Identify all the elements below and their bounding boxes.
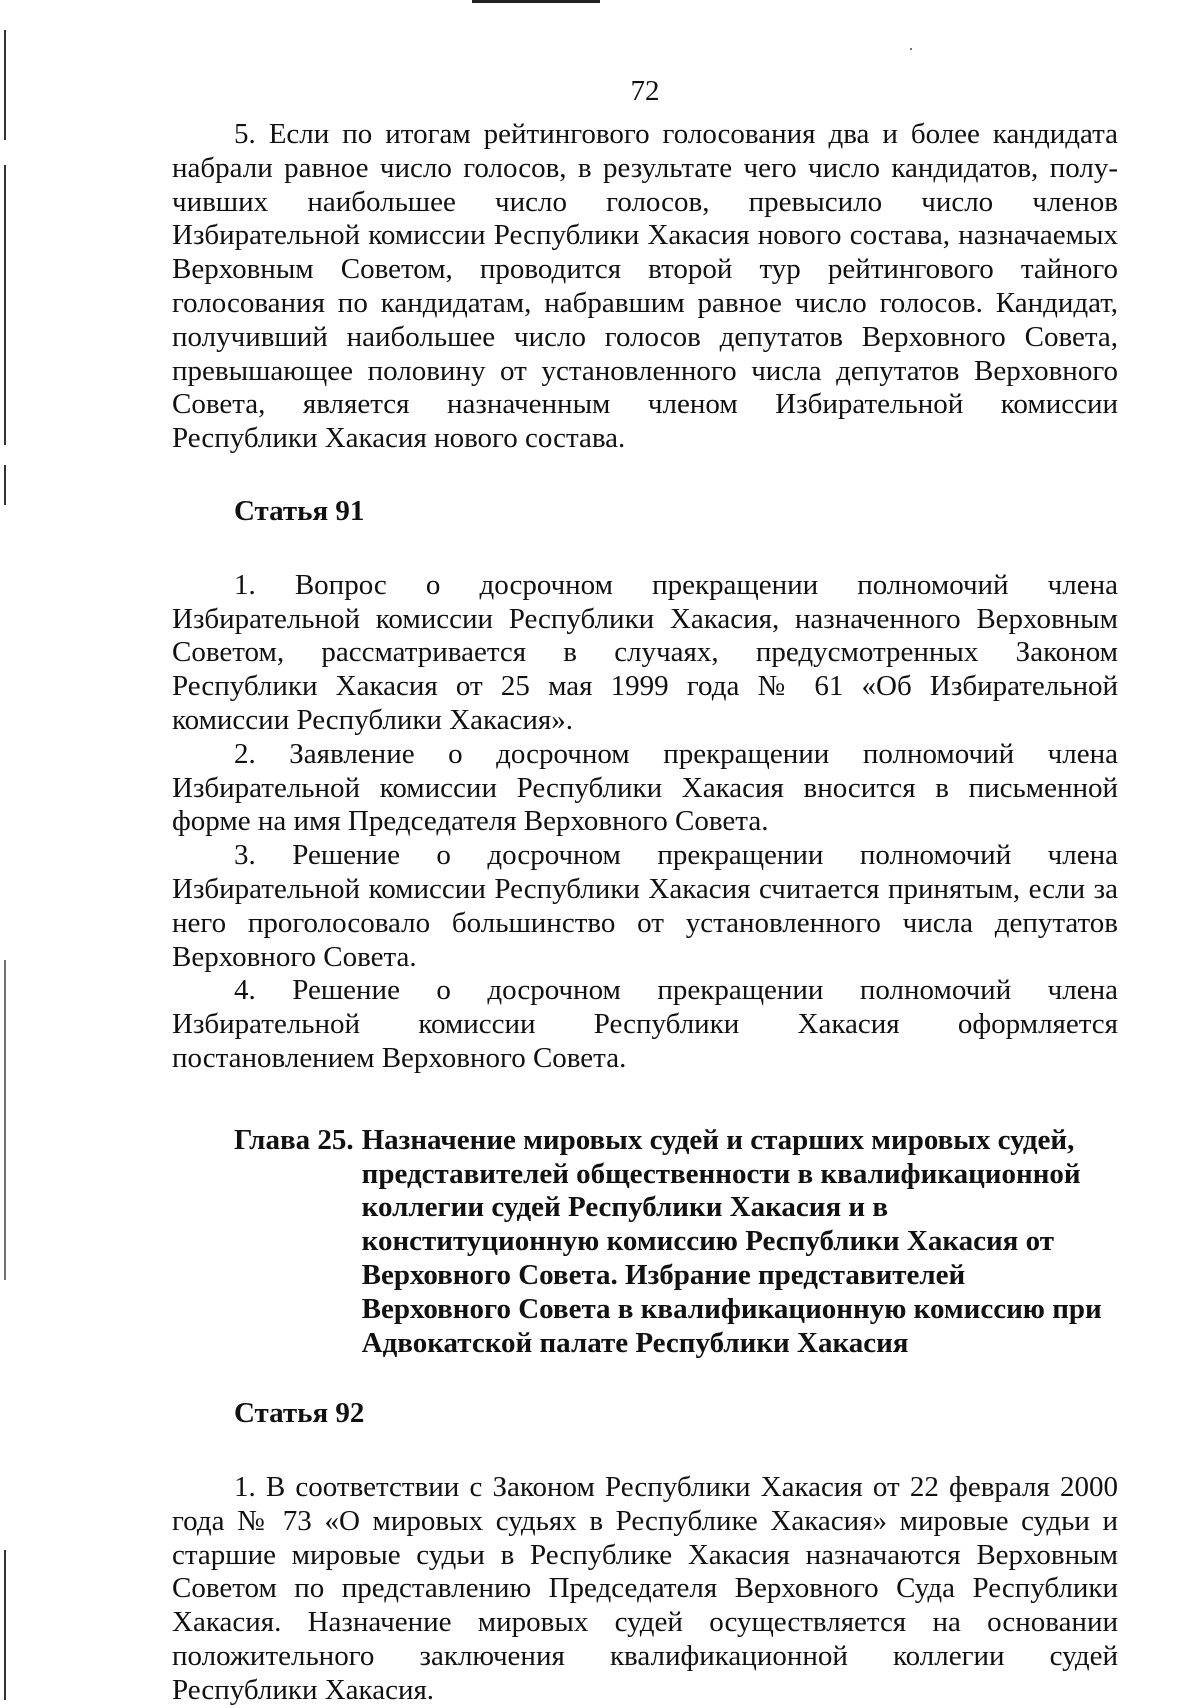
chapter-label: Глава 25. xyxy=(234,1123,354,1156)
scan-artifact-top-line xyxy=(472,0,600,3)
article-92-paragraph-1: 1. В соответствии с Законом Республики Хакасия от 22 февраля 2000 года № 73 «О мировых судьях в Республике Хакасия» мировые судьи и старшие мировые судьи в Республике Хакасия назначаются Верховным Советом по представлению Председателя Верховного Суда Республики Хакасия. Назначение мировых судей осуществляется на основании положительного заключения квалификационной коллегии судей Республики Хакасия. xyxy=(172,1471,1118,1706)
article-91-paragraph-1: 1. Вопрос о досрочном прекращении полномочий члена Избирательной комиссии Республики Хакасия, назначенного Верховным Советом, рассматривается в случаях, предусмотренных Законом Республики Хакасия от 25 мая 1999 года № 61 «Об Избирательной комиссии Республики Хакасия». xyxy=(172,568,1118,736)
article-92-body xyxy=(172,1471,1118,1708)
scan-artifact-left-edge xyxy=(4,960,6,1280)
document-body xyxy=(172,118,1118,1708)
scan-artifact-left-edge xyxy=(4,465,6,505)
article-91-body xyxy=(172,569,1118,1076)
article-91-heading: Статья 91 xyxy=(234,494,365,527)
scan-artifact-dot xyxy=(910,48,912,50)
page-number: 72 xyxy=(630,75,660,107)
scan-artifact-left-edge xyxy=(4,165,6,445)
article-92-heading: Статья 92 xyxy=(234,1397,365,1430)
article-91-paragraph-2: 2. Заявление о досрочном прекращении полномочий члена Избирательной комиссии Республики Хакасия вносится в письменной форме на имя Председателя Верховного Совета. xyxy=(172,737,1118,838)
article-90-paragraph-5: 5. Если по итогам рейтингового голосования два и более кандидата набрали равное число голосов, в результате чего число кандидатов, получивших наибольшее число голосов, превысило число членов Избирательной комиссии Республики Хакасия нового состава, назначаемых Верховным Советом, проводится второй тур рейтингового тайного голосования по кандидатам, набравшим равное число голосов. Кандидат, получивший наибольшее число голосов депутатов Верховного Совета, превышающее половину от установленного числа депутатов Верховного Совета, является назначенным членом Избирательной комиссии Республики Хакасия нового состава. xyxy=(172,118,1118,455)
scan-artifact-left-edge xyxy=(4,1550,6,1700)
article-91-paragraph-3: 3. Решение о досрочном прекращении полномочий члена Избирательной комиссии Республики Хакасия считается принятым, если за него проголосовало большинство от установленного числа депутатов Верховного Совета. xyxy=(172,839,1118,973)
chapter-title: Назначение мировых судей и старших мировых судей, представителей общественности в квалификационной коллегии судей Республики Хакасия и в конституционную комиссию Республики Хакасия от Верховного Совета. Избрание представителей Верховного Совета в квалификационную комиссию при Адвокатской палате Республики Хакасия xyxy=(361,1123,1102,1359)
article-91-paragraph-4: 4. Решение о досрочном прекращении полномочий члена Избирательной комиссии Республики Хакасия оформляется постановлением Верховного Совета. xyxy=(172,974,1118,1074)
chapter-25-heading xyxy=(172,1124,1118,1361)
